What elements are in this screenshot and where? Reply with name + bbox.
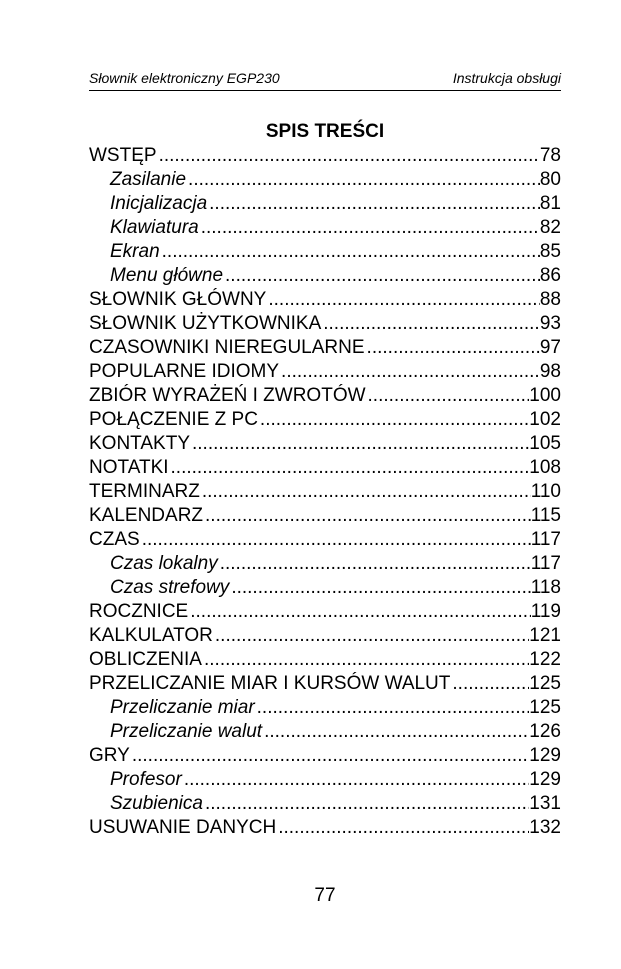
toc-entry-page: 129 — [529, 745, 561, 766]
toc-entry-label: POŁĄCZENIE Z PC — [89, 409, 258, 430]
dot-leader — [169, 456, 530, 480]
toc-subentry — [89, 168, 561, 192]
dot-leader — [258, 408, 529, 432]
toc-entry-page: 100 — [529, 385, 561, 406]
toc-entry — [89, 816, 561, 840]
toc-entry-page: 118 — [530, 577, 561, 598]
dot-leader — [321, 312, 540, 336]
toc-entry-label: POPULARNE IDIOMY — [89, 361, 280, 382]
toc-entry — [89, 336, 561, 360]
toc-subentry — [89, 696, 561, 720]
dot-leader — [218, 552, 531, 576]
toc-entry — [89, 360, 561, 384]
toc-entry-page: 78 — [539, 145, 561, 166]
dot-leader — [200, 480, 531, 504]
toc-entry-page: 121 — [529, 625, 561, 646]
toc-entry-page: 125 — [529, 673, 561, 694]
toc-entry-page: 102 — [529, 409, 561, 430]
toc-entry-page: 119 — [530, 601, 561, 622]
toc-entry — [89, 504, 561, 528]
toc-subentry — [89, 192, 561, 216]
dot-leader — [130, 744, 529, 768]
toc-entry — [89, 288, 561, 312]
toc-entry-label: Klawiatura — [110, 217, 199, 238]
toc-entry-label: SŁOWNIK UŻYTKOWNIKA — [89, 313, 322, 334]
dot-leader — [450, 672, 529, 696]
toc-entry — [89, 144, 561, 168]
toc-entry-page: 93 — [539, 313, 561, 334]
toc-entry-label: USUWANIE DANYCH — [89, 817, 277, 838]
toc-entry-label: NOTATKI — [89, 457, 169, 478]
dot-leader — [140, 528, 531, 552]
dot-leader — [190, 432, 529, 456]
toc-subentry — [89, 768, 561, 792]
toc-subentry — [89, 264, 561, 288]
toc-entry-page: 108 — [529, 457, 561, 478]
toc-entry-label: WSTĘP — [89, 145, 157, 166]
header-book-title: Słownik elektroniczny EGP230 — [89, 70, 280, 86]
dot-leader — [223, 264, 540, 288]
toc-entry-page: 98 — [539, 361, 561, 382]
dot-leader — [202, 648, 529, 672]
toc-subentry — [89, 792, 561, 816]
toc-entry-page: 129 — [529, 769, 561, 790]
toc-subentry — [89, 240, 561, 264]
running-header — [89, 68, 561, 91]
toc-entry — [89, 672, 561, 696]
dot-leader — [207, 192, 540, 216]
toc-entry-label: ZBIÓR WYRAŻEŃ I ZWROTÓW — [89, 385, 366, 406]
toc-entry-page: 125 — [529, 697, 561, 718]
toc-subentry — [89, 720, 561, 744]
toc-entry-label: Szubienica — [110, 793, 203, 814]
dot-leader — [203, 792, 529, 816]
dot-leader — [366, 384, 530, 408]
dot-leader — [157, 144, 540, 168]
dot-leader — [203, 504, 531, 528]
toc-entry-label: KONTAKTY — [89, 433, 190, 454]
toc-entry-page: 88 — [539, 289, 561, 310]
toc-entry — [89, 456, 561, 480]
toc-entry — [89, 600, 561, 624]
toc-entry — [89, 744, 561, 768]
dot-leader — [262, 720, 529, 744]
toc-entry-page: 115 — [530, 505, 561, 526]
toc-entry-label: Przeliczanie miar — [110, 697, 255, 718]
toc-entry-label: SŁOWNIK GŁÓWNY — [89, 289, 267, 310]
toc-entry-label: Inicjalizacja — [110, 193, 208, 214]
dot-leader — [266, 288, 540, 312]
toc-subentry — [89, 216, 561, 240]
toc-entry-page: 131 — [529, 793, 561, 814]
toc-entry-label: CZASOWNIKI NIEREGULARNE — [89, 337, 365, 358]
toc-entry-page: 117 — [530, 529, 561, 550]
toc-entry — [89, 312, 561, 336]
toc-entry — [89, 384, 561, 408]
dot-leader — [186, 168, 540, 192]
toc-entry-label: Przeliczanie walut — [110, 721, 263, 742]
toc-entry-page: 122 — [529, 649, 561, 670]
table-of-contents — [89, 144, 561, 840]
page-number: 77 — [314, 885, 336, 906]
dot-leader — [229, 576, 530, 600]
toc-entry-label: ROCZNICE — [89, 601, 189, 622]
dot-leader — [365, 336, 540, 360]
toc-entry-label: Czas lokalny — [110, 553, 218, 574]
toc-entry-label: Ekran — [110, 241, 160, 262]
toc-entry-label: TERMINARZ — [89, 481, 200, 502]
toc-entry-page: 110 — [530, 481, 561, 502]
dot-leader — [255, 696, 530, 720]
toc-entry-label: OBLICZENIA — [89, 649, 202, 670]
page-title: SPIS TREŚCI — [265, 121, 385, 142]
toc-entry-page: 86 — [539, 265, 561, 286]
toc-entry-page: 85 — [539, 241, 561, 262]
toc-entry-page: 80 — [539, 169, 561, 190]
toc-entry-label: Czas strefowy — [110, 577, 230, 598]
toc-entry — [89, 432, 561, 456]
toc-entry-label: KALENDARZ — [89, 505, 204, 526]
toc-entry-page: 97 — [539, 337, 561, 358]
toc-entry-label: KALKULATOR — [89, 625, 213, 646]
toc-entry-page: 126 — [529, 721, 561, 742]
toc-entry-label: CZAS — [89, 529, 140, 550]
dot-leader — [182, 768, 529, 792]
dot-leader — [279, 360, 540, 384]
toc-entry — [89, 648, 561, 672]
toc-entry-page: 81 — [539, 193, 561, 214]
toc-entry-label: Zasilanie — [110, 169, 187, 190]
toc-subentry — [89, 576, 561, 600]
dot-leader — [160, 240, 540, 264]
toc-entry — [89, 480, 561, 504]
dot-leader — [276, 816, 529, 840]
toc-entry-label: GRY — [89, 745, 130, 766]
header-section-title: Instrukcja obsługi — [452, 70, 561, 86]
toc-entry — [89, 408, 561, 432]
toc-entry — [89, 528, 561, 552]
dot-leader — [213, 624, 529, 648]
dot-leader — [199, 216, 540, 240]
toc-entry — [89, 624, 561, 648]
toc-entry-page: 132 — [529, 817, 561, 838]
toc-entry-label: PRZELICZANIE MIAR I KURSÓW WALUT — [89, 673, 451, 694]
dot-leader — [188, 600, 530, 624]
toc-subentry — [89, 552, 561, 576]
toc-entry-page: 82 — [539, 217, 561, 238]
toc-entry-page: 105 — [529, 433, 561, 454]
toc-entry-page: 117 — [530, 553, 561, 574]
toc-entry-label: Profesor — [110, 769, 182, 790]
toc-entry-label: Menu główne — [110, 265, 224, 286]
